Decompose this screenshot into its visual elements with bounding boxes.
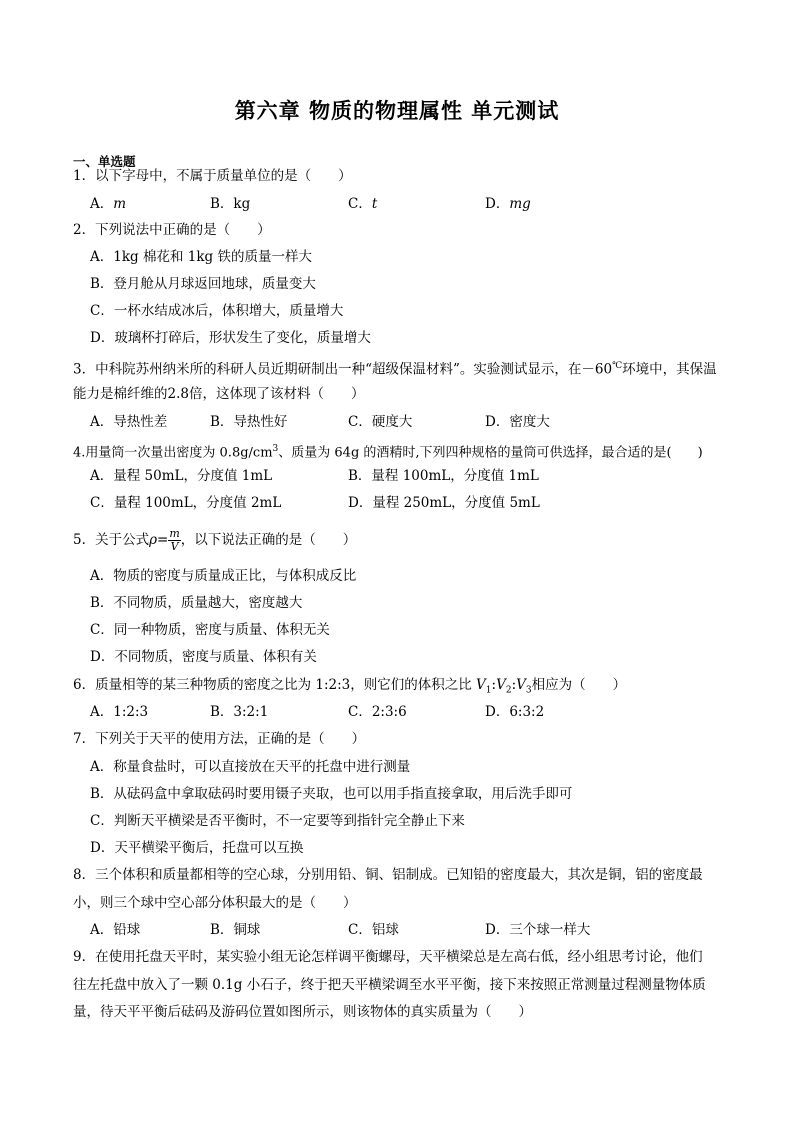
question-4-option-b[interactable]: B．量程 100mL，分度值 1mL	[348, 468, 539, 484]
question-1-stem: 1．以下字母中，不属于质量单位的是（ ）	[73, 168, 352, 184]
question-6-option-c[interactable]: C．2:3:6	[348, 704, 407, 720]
question-4-stem: 4.用量筒一次量出密度为 $0.8g/cm^3$、质量为 64g 的酒精时,下列四种规格的量筒可供选择，最合适的是( )	[73, 444, 703, 461]
question-2-option-b[interactable]: B．登月舱从月球返回地球，质量变大	[90, 276, 316, 292]
question-8-option-c[interactable]: C．铝球	[348, 922, 399, 938]
question-7-option-c[interactable]: C．判断天平横梁是否平衡时，不一定要等到指针完全静止下来	[90, 813, 465, 829]
question-2-stem: 2．下列说法中正确的是（ ）	[73, 222, 271, 238]
question-6-option-a[interactable]: A．1:2:3	[90, 704, 149, 720]
question-9-stem-line-1: 9．在使用托盘天平时，某实验小组无论怎样调平衡螺母，天平横梁总是左高右低，经小组思考讨论，他们	[73, 949, 703, 965]
question-6-stem: 6．质量相等的某三种物质的密度之比为 1:2:3，则它们的体积之比 $V_1:V_2:V_3$相应为（ ）	[73, 677, 627, 696]
question-7-stem: 7．下列关于天平的使用方法，正确的是（ ）	[73, 731, 366, 747]
question-2-option-c[interactable]: C．一杯水结成冰后，体积增大，质量增大	[90, 303, 344, 319]
question-2-option-a[interactable]: A．1kg 棉花和 1kg 铁的质量一样大	[90, 249, 312, 265]
question-5-option-d[interactable]: D．不同物质，密度与质量、体积有关	[90, 649, 317, 665]
question-9-stem-line-3: 量，待天平平衡后砝码及游码位置如图所示，则该物体的真实质量为（ ）	[73, 1004, 532, 1020]
question-8-option-b[interactable]: B．铜球	[210, 922, 261, 938]
question-5-option-a[interactable]: A．物质的密度与质量成正比，与体积成反比	[90, 568, 357, 584]
question-5-option-c[interactable]: C．同一种物质，密度与质量、体积无关	[90, 622, 330, 638]
question-1-option-a[interactable]: A．m	[90, 196, 127, 212]
page-title: 第六章 物质的物理属性 单元测试	[234, 99, 560, 123]
question-3-option-b[interactable]: B．导热性好	[210, 414, 288, 430]
density-symbol: ρ	[149, 532, 158, 548]
question-6-option-b[interactable]: B．3:2:1	[210, 704, 269, 720]
question-4-option-c[interactable]: C．量程 100mL，分度值 2mL	[90, 495, 282, 511]
question-8-option-a[interactable]: A．铅球	[90, 922, 141, 938]
question-6-option-d[interactable]: D．6:3:2	[485, 704, 545, 720]
question-5-stem: 5．关于公式ρ= $\frac{m}{V}$ ，以下说法正确的是（ ）	[73, 527, 357, 553]
question-3-option-c[interactable]: C．硬度大	[348, 414, 413, 430]
question-3-option-a[interactable]: A．导热性差	[90, 414, 168, 430]
section-heading: 一、单选题	[73, 154, 136, 169]
question-8-stem-line-1: 8．三个体积和质量都相等的空心球，分别用铅、铜、铝制成。已知铅的密度最大，其次是铜，铝的密度最	[73, 867, 703, 883]
question-7-option-d[interactable]: D．天平横梁平衡后，托盘可以互换	[90, 840, 304, 856]
question-8-option-d[interactable]: D．三个球一样大	[485, 922, 591, 938]
question-3-stem-line-2: 能力是棉纤维的2.8倍，这体现了该材料（ ）	[73, 386, 365, 402]
question-3-option-d[interactable]: D．密度大	[485, 414, 550, 430]
question-4-option-d[interactable]: D．量程 250mL，分度值 5mL	[348, 495, 540, 511]
question-3-stem-line-1: 3．中科院苏州纳米所的科研人员近期研制出一种“超级保温材料”。实验测试显示，在－60℃环境中，其保温	[73, 361, 717, 378]
question-8-stem-line-2: 小，则三个球中空心部分体积最大的是（ ）	[73, 895, 357, 911]
question-1-option-b[interactable]: B．kg	[210, 196, 251, 212]
density-formula-fraction: $\frac{m}{V}$	[169, 527, 180, 553]
question-2-option-d[interactable]: D．玻璃杯打碎后，形状发生了变化，质量增大	[90, 330, 371, 346]
question-7-option-b[interactable]: B．从砝码盒中拿取砝码时要用镊子夹取，也可以用手指直接拿取，用后洗手即可	[90, 786, 573, 802]
question-7-option-a[interactable]: A．称量食盐时，可以直接放在天平的托盘中进行测量	[90, 759, 411, 775]
question-1-option-c[interactable]: C．t	[348, 196, 378, 212]
question-9-stem-line-2: 往左托盘中放入了一颗 0.1g 小石子，终于把天平横梁调至水平平衡，接下来按照正常测量过程测量物体质	[73, 977, 706, 993]
question-4-option-a[interactable]: A．量程 50mL，分度值 1mL	[90, 468, 273, 484]
question-5-option-b[interactable]: B．不同物质，质量越大，密度越大	[90, 595, 303, 611]
question-1-option-d[interactable]: D．mg	[485, 196, 531, 212]
